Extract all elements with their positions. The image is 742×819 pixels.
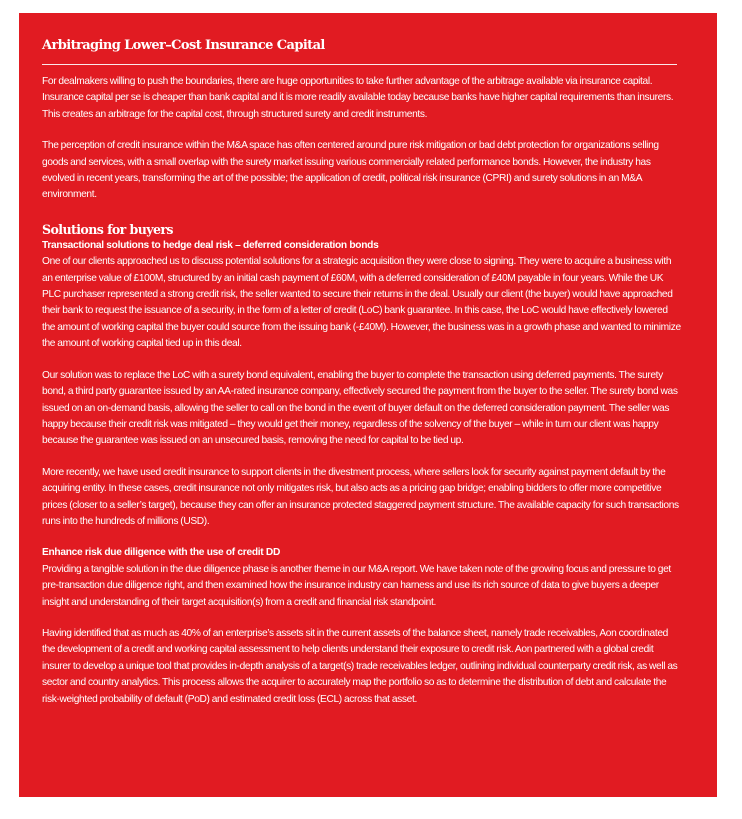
- paragraph-gap: [42, 611, 677, 626]
- intro-paragraph-2: The perception of credit insurance within the M&A space has often centered around pure risk mitigation or bad debt protection for organizations selling goods and services, with a small overlap with the surety market issuing various commercially related performance bonds. However, the industry has evolved in recent years, transforming the art of the possible; the application of credit, political risk insurance (CPRI) and surety solutions in an M&A environment.: [42, 140, 659, 201]
- credit-dd-paragraph-1: Providing a tangible solution in the due diligence phase is another theme in our M&A report. We have taken note of the growing focus and pressure to get pre-transaction due diligence right, and then examined how the insurance industry can harness and use its rich source of data to give buyers a deeper insight and understanding of their target acquisition(s) from a credit and financial risk standpoint.: [42, 563, 671, 608]
- article-title: Arbitraging Lower–Cost Insurance Capital: [42, 38, 325, 53]
- paragraph-gap: [42, 123, 677, 138]
- article-panel: [19, 13, 717, 797]
- paragraph-gap: [42, 450, 677, 465]
- paragraph-gap: [42, 204, 677, 219]
- title-divider: [42, 64, 677, 65]
- section-heading: Solutions for buyers: [42, 221, 173, 237]
- deferred-bonds-paragraph-2: Our solution was to replace the LoC with a surety bond equivalent, enabling the buyer to complete the transaction using deferred payments. The surety bond, a third party guarantee issued by an AA-rated insurance company, effectively secured the payment from the buyer to the seller. The surety bond was issued on an on-demand basis, allowing the seller to call on the bond in the event of buyer default on the deferred consideration payment. The seller was happy because their credit risk was mitigated – they would get their money, regardless of the solvency of the buyer – while in turn our client was happy because the guarantee was issued on an unsecured basis, removing the need for capital to be tied up.: [42, 369, 678, 447]
- paragraph-gap: [42, 353, 677, 368]
- credit-dd-paragraph-2: Having identified that as much as 40% of an enterprise’s assets sit in the current assets of the balance sheet, namely trade receivables, Aon coordinated the development of a credit and working capital assessment to help clients understand their exposure to credit risk. Aon partnered with a global credit insurer to develop a unique tool that provides in-depth analysis of a target(s) trade receivables ledger, outlining individual counterparty credit risk, as well as sector and country analytics. This process allows the acquirer to accurately map the portfolio so as to determine the distribution of debt and calculate the risk-weighted probability of default (PoD) and estimated credit loss (ECL) across that asset.: [42, 627, 678, 705]
- subsection-heading-credit-dd: Enhance risk due diligence with the use of credit DD: [42, 547, 281, 559]
- paragraph-gap: [42, 530, 677, 545]
- deferred-bonds-paragraph-1: One of our clients approached us to discuss potential solutions for a strategic acquisition they were close to signing. They were to acquire a business with an enterprise value of £100M, structured by an initial cash payment of £60M, with a deferred consideration of £40M payable in four years. While the UK PLC purchaser represented a strong credit risk, the seller wanted to secure their returns in the deal. Usually our client (the buyer) would have approached their bank to request the issuance of a security, in the form of a letter of credit (LoC) bank guarantee. In this case, the LoC would have effectively lowered the amount of working capital the buyer could source from the issuing bank (-£40M). However, the business was in a growth phase and wanted to minimize the amount of working capital tied up in this deal.: [42, 256, 681, 350]
- subsection-heading-deferred-bonds: Transactional solutions to hedge deal risk – deferred consideration bonds: [42, 239, 379, 251]
- deferred-bonds-paragraph-3: More recently, we have used credit insurance to support clients in the divestment process, where sellers look for security against payment default by the acquiring entity. In these cases, credit insurance not only mitigates risk, but also acts as a pricing gap bridge; enabling bidders to offer more competitive prices (closer to a seller’s target), because they can offer an insurance protected staggered payment structure. The available capacity for such transactions runs into the hundreds of millions (USD).: [42, 466, 679, 527]
- intro-paragraph-1: For dealmakers willing to push the boundaries, there are huge opportunities to take further advantage of the arbitrage available via insurance capital. Insurance capital per se is cheaper than bank capital and it is more readily available today because banks have higher capital requirements than insurers. This creates an arbitrage for the capital cost, through structured surety and credit instruments.: [42, 76, 674, 120]
